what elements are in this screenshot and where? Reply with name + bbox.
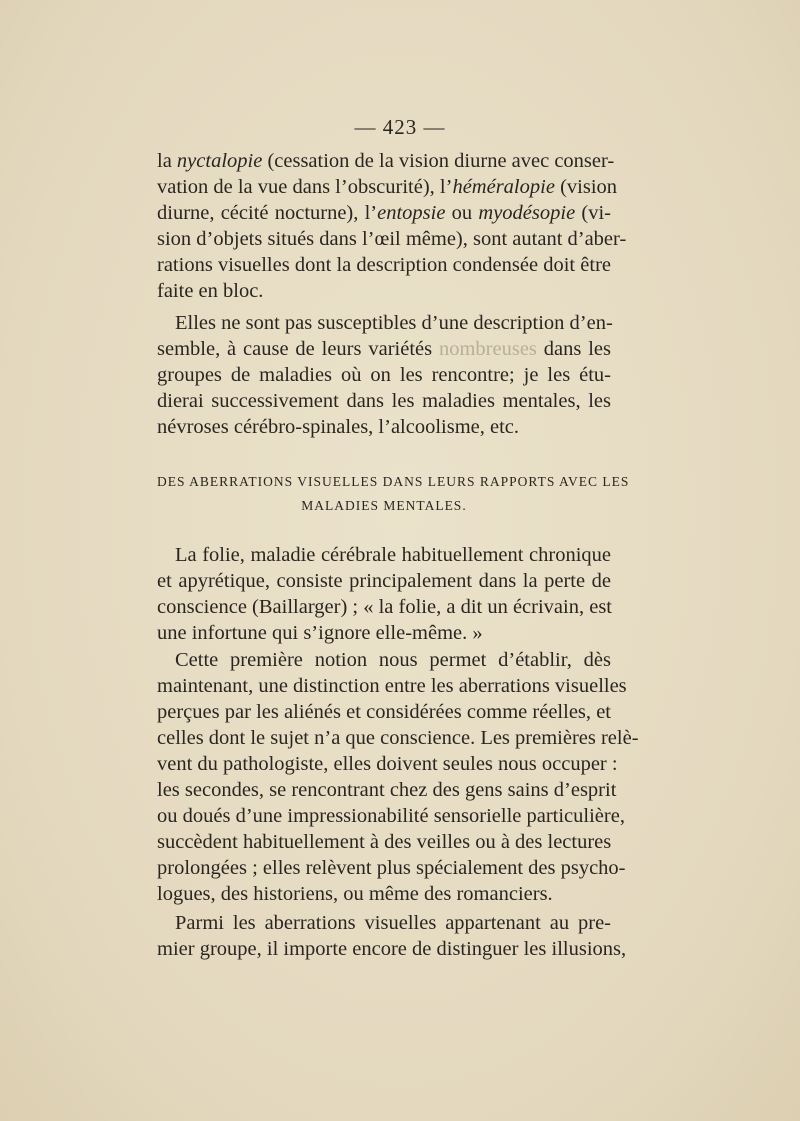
- text-line: La folie, maladie cérébrale habituellement chronique: [175, 544, 611, 566]
- text-line: maintenant, une distinction entre les aberrations visuelles: [157, 675, 627, 697]
- heading-line: MALADIES MENTALES.: [301, 498, 467, 513]
- paragraph-5: [157, 910, 627, 962]
- text-line: Parmi les aberrations visuelles appartenant au pre-: [175, 912, 611, 934]
- text-line: conscience (Baillarger) ; « la folie, a dit un écrivain, est: [157, 596, 612, 618]
- section-heading: [157, 470, 630, 518]
- text-line: groupes de maladies où on les rencontre; je les étu-: [157, 364, 611, 386]
- text-line: vent du pathologiste, elles doivent seules nous occuper :: [157, 753, 618, 775]
- paragraph-2: [157, 310, 611, 440]
- text-line: rations visuelles dont la description condensée doit être: [157, 254, 611, 276]
- text-line: logues, des historiens, ou même des romanciers.: [157, 883, 553, 905]
- text-line: névroses cérébro-spinales, l’alcoolisme, etc.: [157, 416, 520, 438]
- text-line: Elles ne sont pas susceptibles d’une description d’en-: [175, 312, 613, 334]
- page-number: — 423 —: [354, 115, 446, 139]
- paragraph-4: [157, 647, 639, 907]
- text-line: diurne, cécité nocturne), l’entopsie ou myodésopie (vi-: [157, 202, 611, 224]
- text-line: semble, à cause de leurs variétés nombreuses dans les: [157, 338, 611, 360]
- text-line: faite en bloc.: [157, 280, 264, 302]
- faded-word: nombreuses: [438, 338, 537, 360]
- text-line: ou doués d’une impressionabilité sensorielle particulière,: [157, 805, 625, 827]
- paragraph-3: [157, 542, 611, 646]
- text-line: dierai successivement dans les maladies mentales, les: [157, 390, 611, 412]
- text-line: succèdent habituellement à des veilles ou à des lectures: [157, 831, 612, 853]
- text-line: mier groupe, il importe encore de distinguer les illusions,: [157, 938, 627, 960]
- heading-line: DES ABERRATIONS VISUELLES DANS LEURS RAPPORTS AVEC LES: [157, 474, 630, 489]
- text-line: sion d’objets situés dans l’œil même), sont autant d’aber-: [157, 228, 627, 250]
- text-line: et apyrétique, consiste principalement dans la perte de: [157, 570, 611, 592]
- text-line: une infortune qui s’ignore elle-même. »: [157, 622, 483, 644]
- text-line: perçues par les aliénés et considérées comme réelles, et: [157, 701, 611, 723]
- text-line: Cette première notion nous permet d’établir, dès: [175, 649, 611, 671]
- text-line: prolongées ; elles relèvent plus spécialement des psycho-: [157, 857, 626, 879]
- text-line: les secondes, se rencontrant chez des gens sains d’esprit: [157, 779, 617, 801]
- text-line: la nyctalopie (cessation de la vision diurne avec conser-: [157, 150, 615, 172]
- text-line: vation de la vue dans l’obscurité), l’héméralopie (vision: [157, 176, 618, 198]
- text-line: celles dont le sujet n’a que conscience. Les premières relè-: [157, 727, 639, 749]
- paragraph-1: [157, 148, 627, 304]
